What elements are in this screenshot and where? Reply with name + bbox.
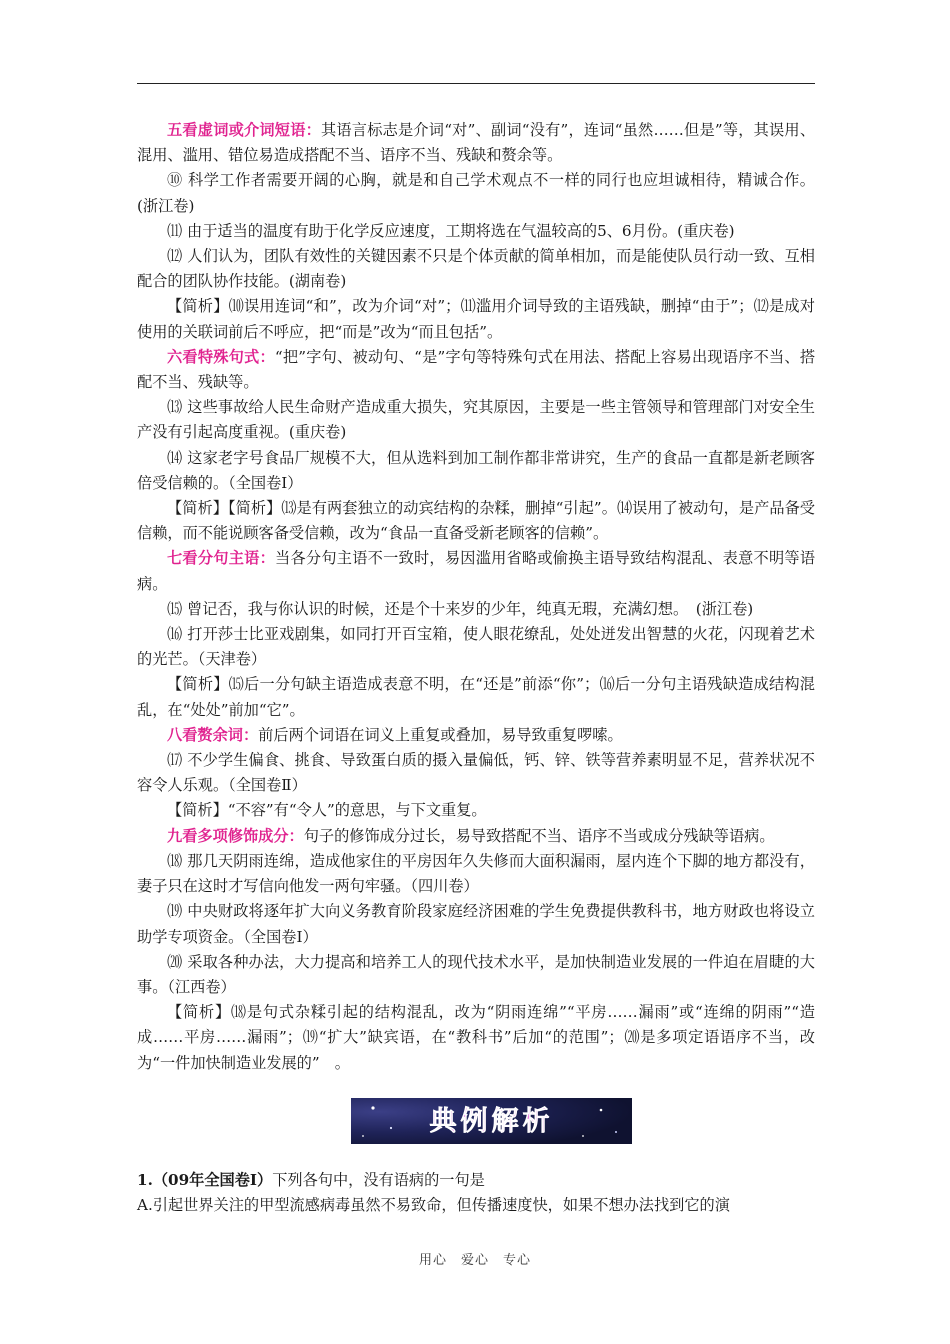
analysis-9 (137, 1000, 815, 1076)
paragraph-text: 【简析】【简析】⒀是有两套独立的动宾结构的杂糅，删掉“引起”。⒁误用了被动句，是产品备受信赖，而不能说顾客备受信赖，改为“食品一直备受新老顾客的信赖”。 (137, 499, 815, 543)
paragraph-text: ⒀ 这些事故给人民生命财产造成重大损失，究其原因，主要是一些主管领导和管理部门对安全生产没有引起高度重视。(重庆卷) (137, 398, 815, 442)
paragraph-text: 【简析】⑽误用连词“和”，改为介词“对”；⑾滥用介词导致的主语残缺，删掉“由于”；⑿是成对使用的关联词前后不呼应，把“而是”改为“而且包括”。 (137, 297, 815, 341)
paragraph-6-heading (137, 345, 815, 395)
example-12 (137, 244, 815, 294)
star-icon (582, 1135, 584, 1137)
star-icon (390, 1127, 392, 1129)
example-19 (137, 899, 815, 949)
analysis-7 (137, 672, 815, 722)
paragraph-text: “把”字句、被动句、“是”字句等特殊句式在用法、搭配上容易出现语序不当、搭配不当、残缺等。 (137, 347, 816, 392)
banner-title: 典例解析 (429, 1106, 554, 1137)
paragraph-text: ⒂ 曾记否，我与你认识的时候，还是个十来岁的少年，纯真无瑕，充满幻想。 (浙江卷) (167, 599, 754, 618)
paragraph-text: ⒅ 那几天阴雨连绵，造成他家住的平房因年久失修而大面积漏雨，屋内连个下脚的地方都没有，妻子只在这时才写信向他发一两句牢骚。（四川卷） (137, 851, 815, 896)
example-13 (137, 395, 815, 445)
paragraph-text: 其语言标志是介词“对”、副词“没有”，连词“虽然……但是”等，其误用、混用、滥用、错位易造成搭配不当、语序不当、残缺和赘余等。 (137, 121, 816, 165)
section-heading: 五看虚词或介词短语： (167, 121, 321, 139)
star-icon (600, 1109, 603, 1112)
paragraph-text: 【简析】⒂后一分句缺主语造成表意不明，在“还是”前添“你”；⒃后一分句主语残缺造成结构混乱，在“处处”前加“它”。 (137, 675, 815, 719)
question-number: 1.（09年全国卷Ⅰ） (137, 1171, 273, 1189)
paragraph-text: 句子的修饰成分过长，易导致搭配不当、语序不当或成分残缺等语病。 (303, 826, 775, 845)
paragraph-text: ⒃ 打开莎士比亚戏剧集，如同打开百宝箱，使人眼花缭乱，处处迸发出智慧的火花，闪现着艺术的光芒。（天津卷） (137, 625, 815, 669)
paragraph-text: 当各分句主语不一致时，易因滥用省略或偷换主语导致结构混乱、表意不明等语病。 (137, 549, 816, 593)
analysis-8 (137, 798, 815, 823)
paragraph-text: ⑿ 人们认为，团队有效性的关键因素不只是个体贡献的简单相加，而是能使队员行动一致、互相配合的团队协作技能。(湖南卷) (137, 247, 815, 291)
paragraph-7-heading (137, 546, 815, 596)
example-15 (137, 597, 815, 622)
paragraph-text: ⒇ 采取各种办法，大力提高和培养工人的现代技术水平，是加快制造业发展的一件迫在眉睫的大事。（江西卷） (137, 952, 815, 996)
example-10 (137, 168, 815, 218)
paragraph-text: ⒁ 这家老字号食品厂规模不大，但从选料到加工制作都非常讲究，生产的食品一直都是新老顾客倍受信赖的。（全国卷Ⅰ） (137, 448, 815, 492)
paragraph-9-heading (137, 824, 815, 849)
example-question-1 (137, 1168, 815, 1218)
paragraph-text: 【简析】⒅是句式杂糅引起的结构混乱，改为“阴雨连绵”“平房……漏雨”或“连绵的阴雨”“造成……平房……漏雨”；⒆“扩大”缺宾语，在“教科书”后加“的范围”；⒇是多项定语语序不当，改为“一件加快制造业发展的” 。 (137, 1003, 815, 1072)
page-footer: 用心 爱心 专心 (418, 1253, 531, 1268)
example-17 (137, 748, 815, 798)
paragraph-text: ⑩ 科学工作者需要开阔的心胸，就是和自己学术观点不一样的同行也应坦诚相待，精诚合作。(浙江卷) (137, 171, 815, 215)
header-rule (137, 83, 815, 84)
paragraph-text: 前后两个词语在词义上重复或叠加，易导致重复啰嗦。 (258, 725, 623, 744)
example-16 (137, 622, 815, 672)
paragraph-text: ⒄ 不少学生偏食、挑食、导致蛋白质的摄入量偏低，钙、锌、铁等营养素明显不足，营养状况不容令人乐观。（全国卷Ⅱ） (137, 751, 815, 795)
section-heading: 九看多项修饰成分： (167, 826, 304, 845)
star-icon (362, 1135, 364, 1137)
paragraph-5-heading (137, 118, 815, 168)
example-11 (137, 219, 815, 244)
star-icon (615, 1131, 617, 1133)
example-18 (137, 849, 815, 899)
example-20 (137, 950, 815, 1000)
paragraph-text: 【简析】“不容”有“令人”的意思，与下文重复。 (167, 801, 487, 820)
example-14 (137, 446, 815, 496)
analysis-5 (137, 294, 815, 344)
question-stem: 下列各句中，没有语病的一句是 (272, 1171, 485, 1189)
paragraph-text: ⑾ 由于适当的温度有助于化学反应速度，工期将选在气温较高的5、6月份。(重庆卷) (167, 221, 735, 240)
paragraph-text: ⒆ 中央财政将逐年扩大向义务教育阶段家庭经济困难的学生免费提供教科书，地方财政也将设立助学专项资金。（全国卷Ⅰ） (137, 902, 815, 946)
analysis-6 (137, 496, 815, 546)
banner-image (351, 1098, 632, 1144)
question-stem-line (137, 1168, 815, 1193)
section-heading: 六看特殊句式： (167, 347, 275, 366)
section-heading: 七看分句主语： (167, 549, 276, 568)
example-analysis-banner (351, 1098, 632, 1144)
option-a: A.引起世界关注的甲型流感病毒虽然不易致命，但传播速度快，如果不想办法找到它的演 (137, 1196, 730, 1215)
section-heading: 八看赘余词： (167, 725, 259, 744)
document-body (137, 118, 815, 1076)
star-icon (371, 1106, 374, 1109)
paragraph-8-heading (137, 723, 815, 748)
